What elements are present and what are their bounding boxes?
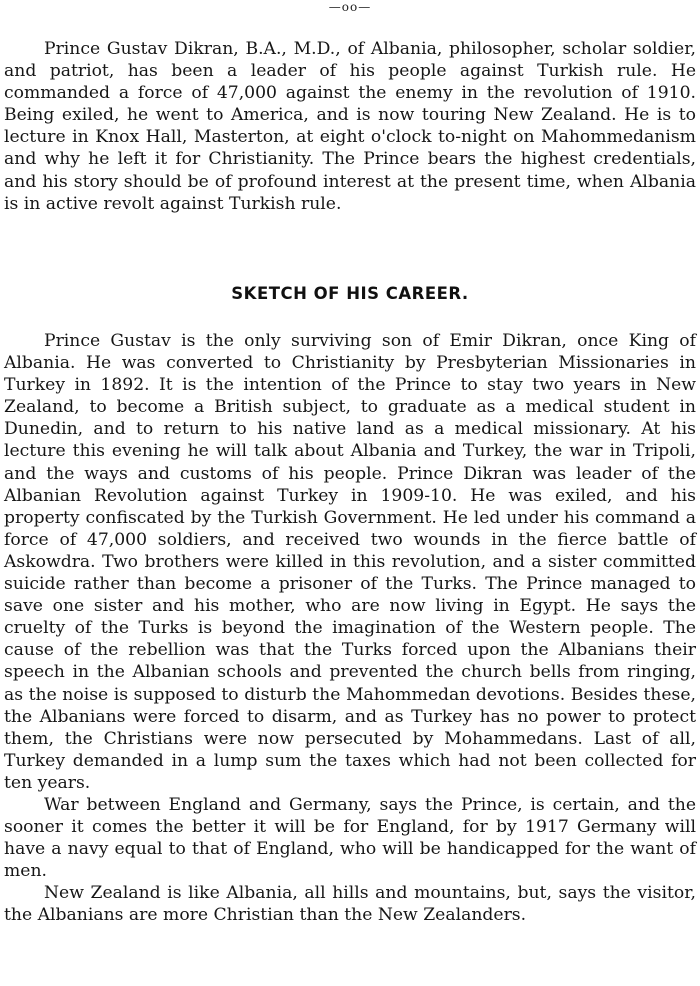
- top-ornament: —oo—: [328, 0, 372, 14]
- career-paragraph: Prince Gustav is the only surviving son of Emir Dikran, once King of Albania. He was converted to Christianity by Presbyterian Missionaries in Turkey in 1892. It is the intention of the Prince to stay two years in New Zealand, to become a British subject, to graduate as a medical student in Dunedin, and to return to his native land as a medical missionary. At his lecture this evening he will talk about Albania and Turkey, the war in Tripoli, and the ways and customs of his people. Prince Dikran was leader of the Albanian Revolution against Turkey in 1909-10. He was exiled, and his property confiscated by the Turkish Government. He led under his command a force of 47,000 soldiers, and received two wounds in the fierce battle of Askowdra. Two brothers were killed in this revolution, and a sister committed suicide rather than become a prisoner of the Turks. The Prince managed to save one sister and his mother, who are now living in Egypt. He says the cruelty of the Turks is beyond the imagination of the Western people. The cause of the rebellion was that the Turks forced upon the Albanians their speech in the Albanian schools and prevented the church bells from ringing, as the noise is supposed to disturb the Mahommedan devotions. Besides these, the Albanians were forced to disarm, and as Turkey has no power to protect them, the Christians were now persecuted by Mohammedans. Last of all, Turkey demanded in a lump sum the taxes which had not been collected for ten years.: [4, 331, 696, 793]
- intro-paragraph: Prince Gustav Dikran, B.A., M.D., of Albania, philosopher, scholar soldier, and patriot, has been a leader of his people against Turkish rule. He commanded a force of 47,000 against the enemy in the revolution of 1910. Being exiled, he went to America, and is now touring New Zealand. He is to lecture in Knox Hall, Masterton, at eight o'clock to-night on Mahommedanism and why he left it for Christianity. The Prince bears the highest credentials, and his story should be of profound interest at the present time, when Albania is in active revolt against Turkish rule.: [4, 39, 696, 214]
- new-zealand-paragraph: New Zealand is like Albania, all hills and mountains, but, says the visitor, the Albanians are more Christian than the New Zealanders.: [4, 883, 696, 926]
- article-body: [4, 330, 696, 927]
- war-paragraph: War between England and Germany, says the Prince, is certain, and the sooner it comes the better it will be for England, for by 1917 Germany will have a navy equal to that of England, who will be handicapped for the want of men.: [4, 794, 696, 882]
- section-heading: SKETCH OF HIS CAREER.: [231, 284, 469, 303]
